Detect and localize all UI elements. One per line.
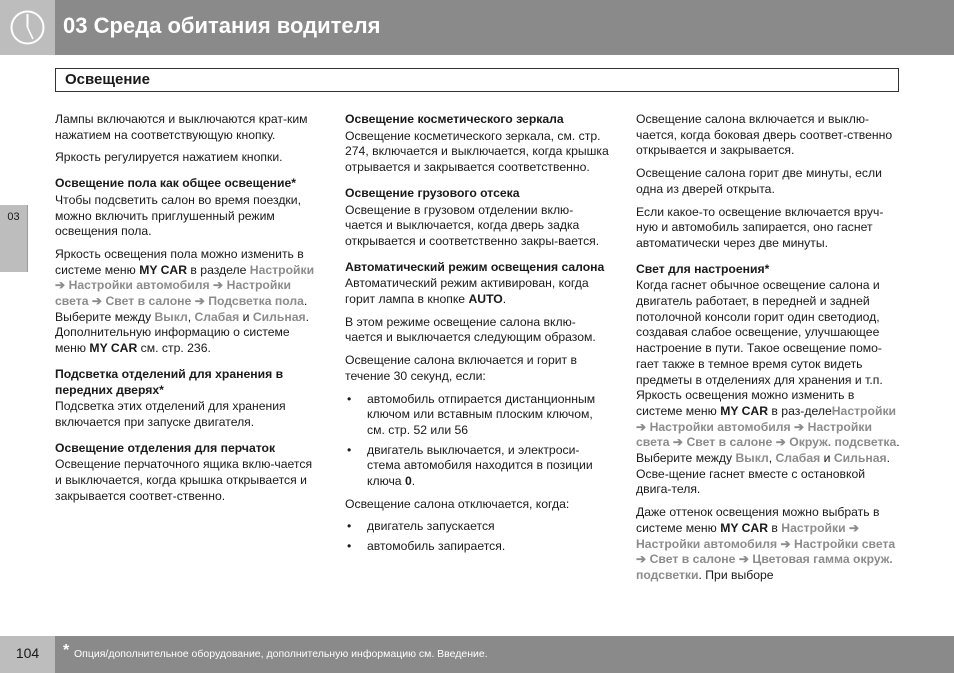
- paragraph: Яркость регулируется нажатием кнопки.: [55, 150, 283, 165]
- option-weak: Слабая: [194, 309, 240, 324]
- section-title: Освещение: [65, 71, 150, 88]
- footnote: Опция/дополнительное оборудование, дополнительную информацию см. Введение.: [74, 648, 488, 660]
- subheading: Автоматический режим освещения салона: [345, 259, 605, 274]
- menu-path: Настройки ➔ Настройки автомобиля ➔ Настройки света ➔ Свет в салоне ➔ Цветовая гамма окруж. подсветки: [636, 520, 896, 582]
- page-number: 104: [15, 645, 40, 661]
- paragraph: В этом режиме освещение салона вклю-чается и выключается следующим образом.: [345, 314, 596, 345]
- option-weak: Слабая: [775, 451, 821, 466]
- subheading: Свет для настроения*: [636, 261, 770, 276]
- paragraph: Чтобы подсветить салон во время поездки, можно включить приглушенный режим освещения пола.: [55, 192, 301, 239]
- asterisk-icon: *: [63, 642, 70, 659]
- option-off: Выкл: [735, 451, 769, 466]
- page-header: [0, 0, 954, 55]
- paragraph: Когда гаснет обычное освещение салона и двигатель работает, в передней и задней потолочной консоли горит один светодиод, создавая слабое освещение, улучшающее настроение в пути. Такое освещение помо-гает также в темное время суток видеть предметы в отделениях для хранения и т.п. Яркость освещения можно изменить в системе меню MY CAR в раз-делеНастройки ➔ Настройки автомобиля ➔ Настройки света ➔ Свет в салоне ➔ Окруж. подсветка. Выберите между Выкл, Слабая и Сильная. Осве-щение гаснет вместе с остановкой двига-теля.: [636, 278, 900, 497]
- chapter-title: 03 Среда обитания водителя: [63, 13, 381, 38]
- option-off: Выкл: [154, 309, 188, 324]
- paragraph: Подсветка этих отделений для хранения включается при запуске двигателя.: [55, 399, 286, 429]
- paragraph: Освещение салона включается и горит в течение 30 секунд, если:: [345, 353, 577, 383]
- bullet-icon: •: [347, 519, 352, 534]
- subheading: Освещение косметического зеркала: [345, 112, 564, 126]
- list-item: • двигатель запускается: [347, 519, 495, 534]
- paragraph: Освещение салона включается и выклю-чается, когда боковая дверь соответ-ственно открывается и закрывается.: [636, 112, 893, 158]
- paragraph: Автоматический режим активирован, когда горит лампа в кнопке AUTO.: [345, 276, 589, 307]
- chapter-side-tab: [0, 205, 28, 272]
- option-strong: Сильная: [252, 309, 306, 324]
- paragraph: Даже оттенок освещения можно выбрать в системе меню MY CAR в Настройки ➔ Настройки автомобиля ➔ Настройки света ➔ Свет в салоне ➔ Цветовая гамма окруж. подсветки. При выборе: [636, 505, 896, 582]
- paragraph: Освещение косметического зеркала, см. стр. 274, включается и выключается, когда крышка отрывается и закрывается соответственно.: [345, 128, 609, 175]
- menu-name: MY CAR: [720, 403, 769, 418]
- menu-path: Настройки ➔ Настройки автомобиля ➔ Настройки света ➔ Свет в салоне ➔ Окруж. подсветка: [636, 403, 897, 450]
- subheading: Освещение пола как общее освещение*: [55, 176, 297, 191]
- bullet-icon: •: [347, 391, 352, 406]
- subheading: Освещение отделения для перчаток: [55, 440, 276, 455]
- menu-path: Настройки ➔ Настройки автомобиля ➔ Настройки света ➔ Свет в салоне ➔ Подсветка пола: [55, 262, 315, 309]
- list-item: • автомобиль запирается.: [347, 539, 506, 554]
- paragraph: Освещение в грузовом отделении вклю-чается и выключается, когда дверь задка открывается и соответственно закры-вается.: [345, 202, 600, 248]
- text-column-3: [636, 112, 901, 591]
- bullet-icon: •: [347, 442, 352, 457]
- page-number-box: [0, 636, 55, 673]
- paragraph: Освещение салона горит две минуты, если одна из дверей открыта.: [636, 166, 882, 196]
- paragraph: Если какое-то освещение включается вруч-ную и автомобиль запирается, оно гаснет автоматически через две минуты.: [636, 204, 884, 250]
- paragraph: Яркость освещения пола можно изменить в системе меню MY CAR в разделе Настройки ➔ Настройки автомобиля ➔ Настройки света ➔ Свет в салоне ➔ Подсветка пола. Выберите между Выкл, Слабая и Сильная. Дополнительную информацию о системе меню MY CAR см. стр. 236.: [55, 246, 315, 356]
- option-strong: Сильная: [833, 451, 887, 466]
- paragraph: Лампы включаются и выключаются крат-ким нажатием на соответствующую кнопку.: [55, 112, 308, 142]
- section-heading-box: [55, 68, 899, 92]
- gauge-icon: [9, 9, 46, 46]
- bullet-list: [345, 392, 610, 490]
- bullet-list: [345, 519, 610, 554]
- paragraph: Освещение салона отключается, когда:: [345, 496, 570, 511]
- text-column-1: [55, 112, 320, 511]
- text-column-2: [345, 112, 610, 562]
- subheading: Освещение грузового отсека: [345, 185, 520, 200]
- bullet-icon: •: [347, 539, 352, 554]
- subheading: Подсветка отделений для хранения в передних дверях*: [55, 366, 284, 397]
- list-item: • автомобиль отпирается дистанционным ключом или вставным плоским ключом, см. стр. 52 или 56: [347, 391, 596, 437]
- logo-box: [0, 0, 55, 55]
- button-name: AUTO: [468, 292, 503, 307]
- page-footer: [0, 636, 954, 673]
- menu-name: MY CAR: [89, 341, 138, 356]
- menu-name: MY CAR: [720, 520, 769, 535]
- paragraph: Освещение перчаточного ящика вклю-чается и выключается, когда крышка открывается и закрывается соответ-ственно.: [55, 457, 313, 503]
- chapter-side-tab-label: 03: [7, 211, 20, 223]
- list-item: • двигатель выключается, и электроси-стема автомобиля находится в позиции ключа 0.: [347, 442, 593, 489]
- menu-name: MY CAR: [139, 262, 188, 277]
